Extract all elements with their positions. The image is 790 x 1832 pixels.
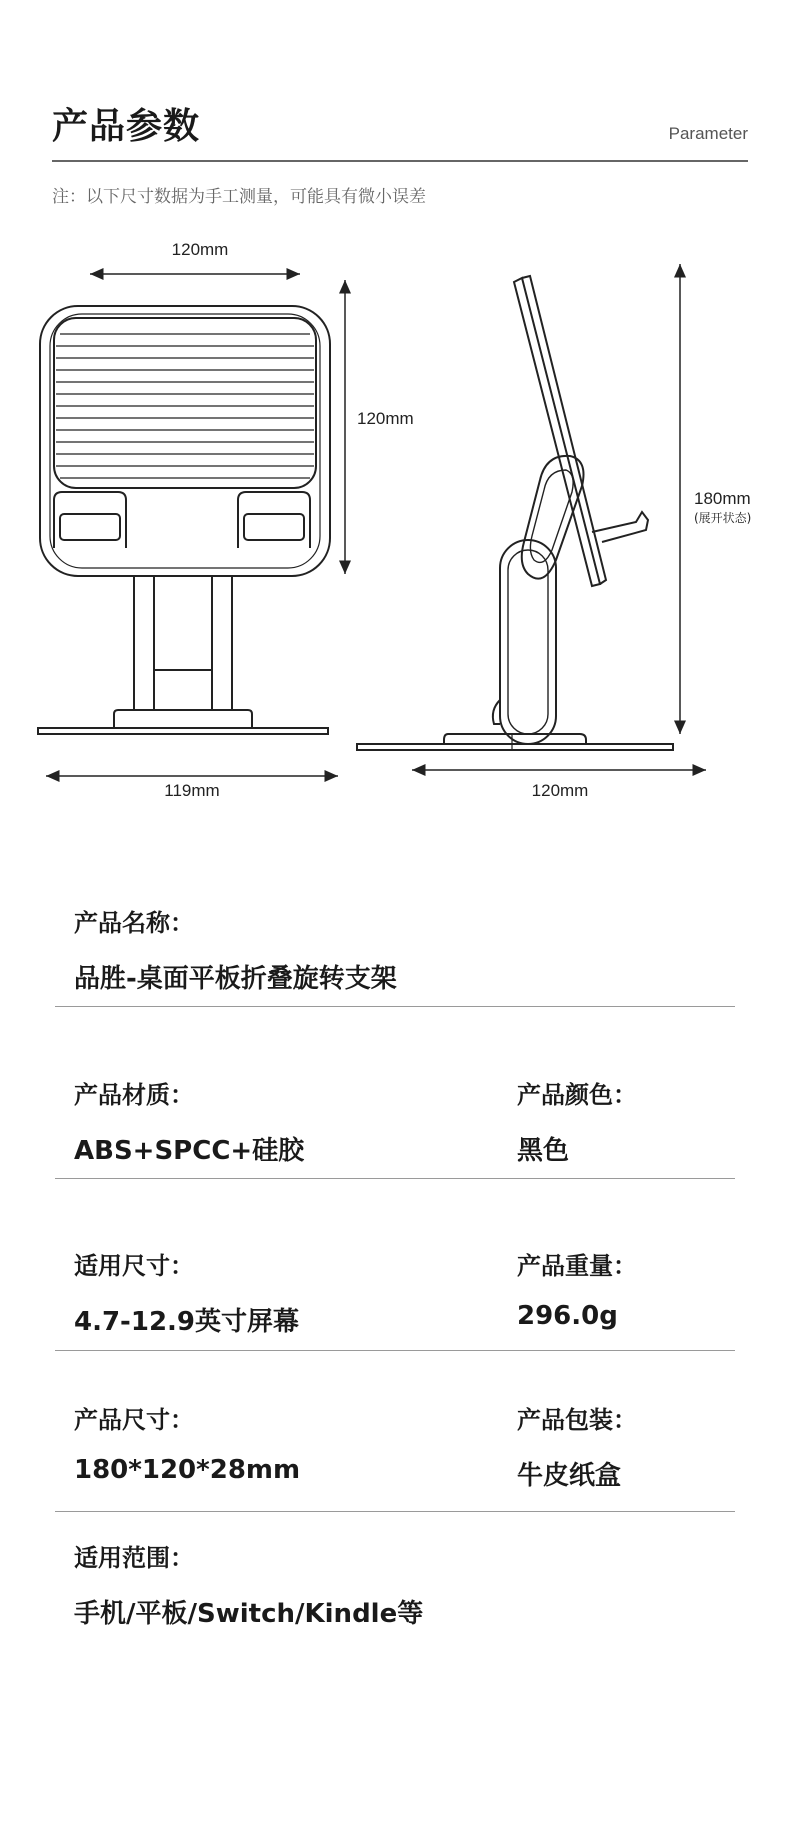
param-label: 产品尺寸： (74, 1406, 194, 1434)
side-view-drawing (357, 276, 673, 750)
dimension-diagram (0, 230, 790, 820)
param-value: ABS+SPCC+硅胶 (74, 1136, 305, 1166)
param-label: 产品重量： (517, 1252, 637, 1280)
param-value: 4.7-12.9英寸屏幕 (74, 1307, 299, 1337)
param-product-name (74, 903, 397, 995)
param-value: 296.0g (517, 1301, 618, 1331)
divider (55, 1511, 735, 1512)
side-height-label: 180mm (694, 489, 751, 508)
side-base-width-label: 120mm (531, 781, 589, 800)
param-label: 产品名称： (74, 909, 194, 937)
param-value: 黑色 (517, 1136, 570, 1166)
divider (55, 1350, 735, 1351)
front-view-drawing (38, 306, 330, 734)
base-width-label: 119mm (164, 781, 220, 800)
front-height-label: 120mm (357, 409, 414, 428)
param-value: 手机/平板/Switch/Kindle等 (74, 1599, 424, 1629)
param-value: 180*120*28mm (74, 1455, 301, 1485)
param-scope (74, 1538, 423, 1630)
header-divider (52, 160, 748, 162)
param-label: 产品材质： (74, 1081, 194, 1109)
page-title: 产品参数 (52, 106, 201, 147)
param-package (517, 1400, 637, 1492)
param-dimension (74, 1400, 300, 1485)
param-material (74, 1075, 304, 1167)
param-label: 适用尺寸： (74, 1252, 194, 1280)
param-label: 产品包装： (517, 1406, 637, 1434)
page-subtitle: Parameter (668, 124, 748, 143)
divider (55, 1178, 735, 1179)
param-value: 品胜-桌面平板折叠旋转支架 (74, 964, 397, 994)
param-weight (517, 1246, 637, 1331)
measurement-note: 注：以下尺寸数据为手工测量，可能具有微小误差 (52, 187, 426, 207)
param-label: 适用范围： (74, 1544, 194, 1572)
divider (55, 1006, 735, 1007)
param-size-fit (74, 1246, 299, 1338)
front-width-label: 120mm (171, 240, 229, 259)
param-label: 产品颜色： (517, 1081, 637, 1109)
param-value: 牛皮纸盒 (517, 1461, 622, 1491)
param-color (517, 1075, 637, 1167)
side-height-note: (展开状态) (694, 511, 752, 525)
